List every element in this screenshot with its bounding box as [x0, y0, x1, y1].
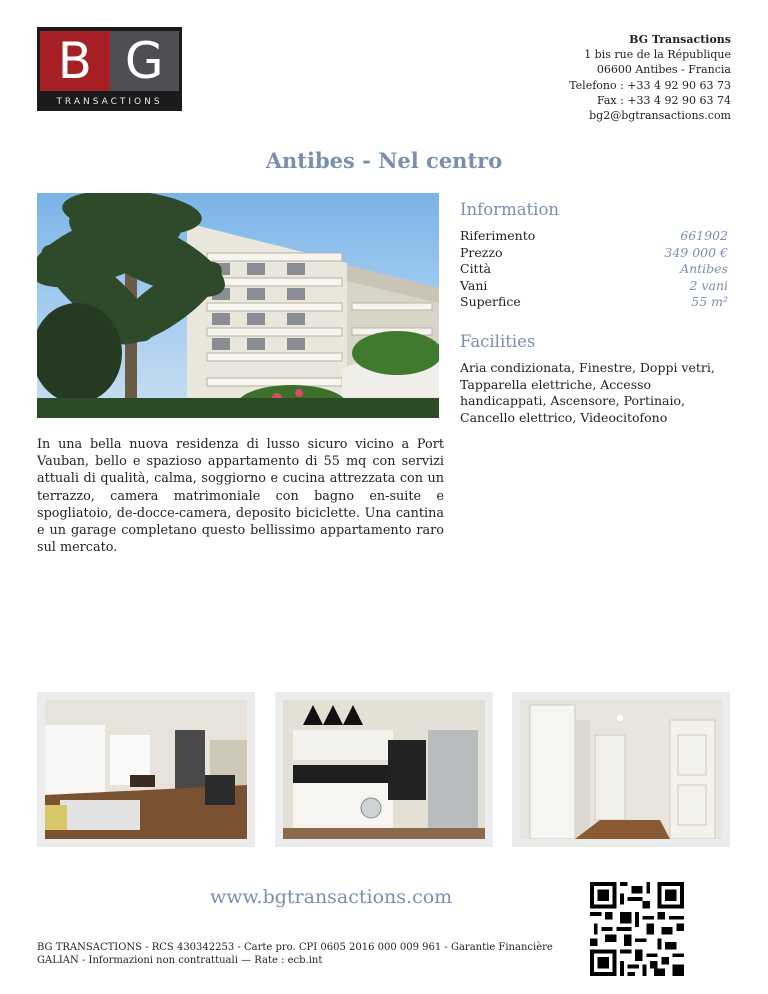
photo-kitchen — [275, 692, 493, 847]
information-table — [460, 228, 728, 311]
info-label: Vani — [460, 277, 488, 293]
information-heading: Information — [460, 200, 560, 219]
info-label: Città — [460, 261, 492, 276]
qr-code — [590, 882, 684, 976]
info-row-price — [460, 245, 728, 262]
main-property-photo — [37, 193, 439, 418]
company-phone: Telefono : +33 4 92 90 63 73 — [569, 78, 731, 92]
info-value: 349 000 € — [664, 244, 728, 260]
property-description: In una bella nuova residenza di lusso sicuro vicino a Port Vauban, bello e spazioso appartamento di 55 mq con servizi attuali di qualità, calma, soggiorno e cucina attrezzata con un terrazzo, camera matrimoniale con bagno en-suite e spogliatoio, de-docce-camera, deposito biciclette. Una cantina e un garage completano questo bellissimo appartamento raro sul mercato. — [37, 437, 444, 556]
info-label: Prezzo — [460, 244, 503, 260]
info-label: Superfice — [460, 294, 521, 309]
facilities-heading: Facilities — [460, 332, 536, 351]
logo-tagline: TRANSACTIONS — [56, 97, 163, 107]
facilities-list: Aria condizionata, Finestre, Doppi vetri, Tapparella elettriche, Accesso handicappati, Ascensore, Portinaio, Cancello elettrico, Videocitofono — [460, 360, 715, 425]
legal-notice: BG TRANSACTIONS - RCS 430342253 - Carte pro. CPI 0605 2016 000 009 961 - Garantie Financière GALIAN - Informazioni non contrattuali — Rate : ecb.int — [37, 942, 553, 966]
company-name: BG Transactions — [629, 33, 731, 46]
info-value: 55 m² — [691, 294, 728, 309]
info-row-rooms — [460, 278, 728, 295]
info-label: Riferimento — [460, 228, 536, 243]
info-value: Antibes — [680, 261, 728, 276]
info-value: 2 vani — [689, 277, 728, 293]
info-value: 661902 — [680, 228, 728, 243]
listing-title: Antibes - Nel centro — [265, 148, 503, 173]
photo-living-room — [37, 692, 255, 847]
company-logo — [37, 27, 182, 111]
company-email: bg2@bgtransactions.com — [589, 109, 731, 123]
website-link[interactable]: www.bgtransactions.com — [210, 886, 453, 908]
company-address-line2: 06600 Antibes - Francia — [596, 63, 731, 77]
company-fax: Fax : +33 4 92 90 63 74 — [596, 93, 731, 107]
photo-hallway — [512, 692, 730, 847]
info-row-reference — [460, 228, 728, 245]
logo-letter-b: B — [57, 32, 92, 90]
company-address-line1: 1 bis rue de la République — [584, 48, 731, 62]
logo-letter-g: G — [124, 32, 164, 90]
info-row-surface — [460, 294, 728, 311]
company-contact — [569, 32, 731, 123]
info-row-city — [460, 261, 728, 278]
